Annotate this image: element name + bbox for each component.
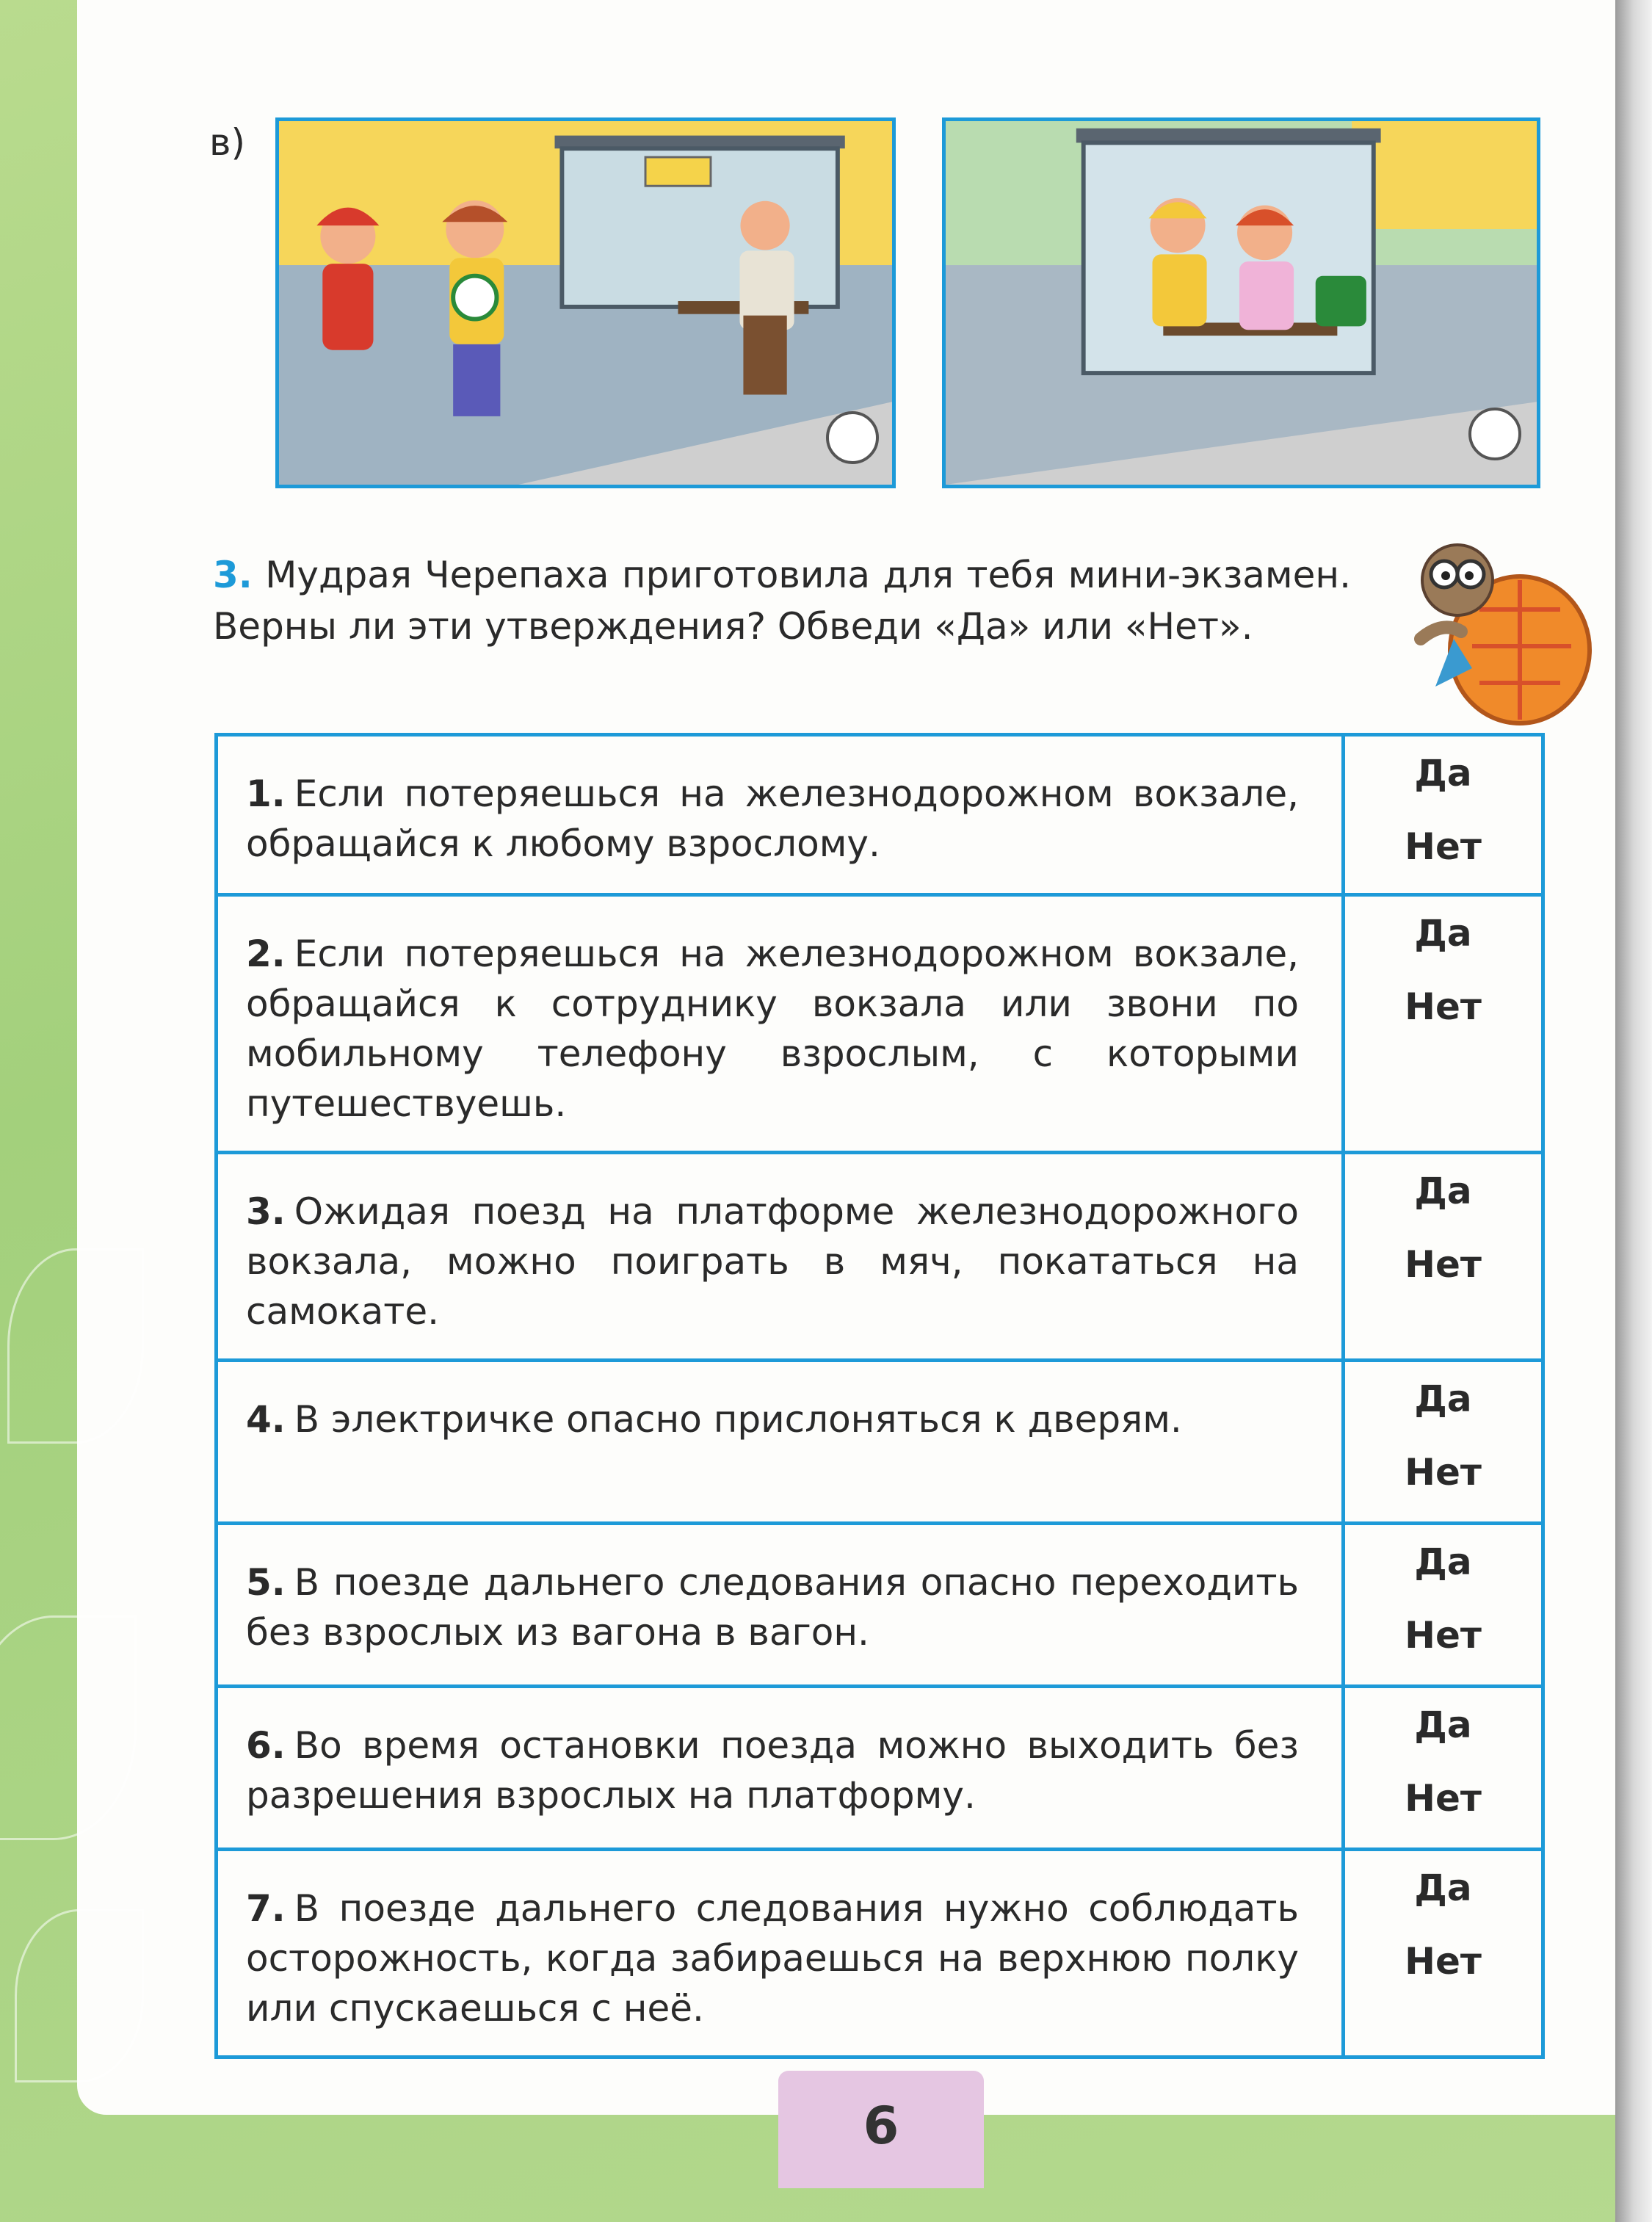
statement-text: Если потеряешься на железнодорожном вокзале, обращайся к сотруднику вокзала или звони по мобильному телефону взрослым, с которыми путешествуешь. xyxy=(246,933,1299,1125)
answer-cell xyxy=(1344,1361,1543,1524)
statement-number: 6. xyxy=(246,1724,286,1767)
statement-cell xyxy=(217,1361,1344,1524)
answer-cell xyxy=(1344,1153,1543,1361)
statement-number: 4. xyxy=(246,1398,286,1441)
statement-text: В поезде дальнего следования нужно соблюдать осторожность, когда забираешься на верхнюю полку или спускаешься с неё. xyxy=(246,1887,1299,2030)
answer-circle-left[interactable] xyxy=(826,411,879,464)
answer-no[interactable]: Нет xyxy=(1405,1614,1482,1657)
statement-number: 2. xyxy=(246,933,286,975)
page-binding-edge xyxy=(1615,0,1652,2222)
illustration-bus-stop-girls xyxy=(942,117,1540,488)
table-row xyxy=(217,735,1543,895)
statement-cell xyxy=(217,735,1344,895)
answer-no[interactable]: Нет xyxy=(1405,1777,1482,1820)
statement-text: В электричке опасно прислоняться к дверям. xyxy=(294,1398,1182,1441)
table-row xyxy=(217,1153,1543,1361)
statement-cell xyxy=(217,1153,1344,1361)
answer-yes[interactable]: Да xyxy=(1414,1867,1472,1909)
statement-cell xyxy=(217,1850,1344,2058)
answer-cell xyxy=(1344,1850,1543,2058)
statement-cell xyxy=(217,895,1344,1153)
table-row xyxy=(217,1687,1543,1850)
statement-number: 7. xyxy=(246,1887,286,1930)
answer-yes[interactable]: Да xyxy=(1414,1170,1472,1212)
table-row xyxy=(217,1850,1543,2058)
answer-yes[interactable]: Да xyxy=(1414,1378,1472,1420)
section-label: в) xyxy=(209,121,245,164)
statement-text: Если потеряешься на железнодорожном вокзале, обращайся к любому взрослому. xyxy=(246,772,1299,865)
table-row xyxy=(217,1361,1543,1524)
wise-turtle-illustration xyxy=(1391,529,1597,734)
answer-yes[interactable]: Да xyxy=(1414,1541,1472,1583)
statement-text: Во время остановки поезда можно выходить без разрешения взрослых на платформу. xyxy=(246,1724,1299,1817)
table-row xyxy=(217,895,1543,1153)
quiz-table xyxy=(214,733,1545,2059)
answer-no[interactable]: Нет xyxy=(1405,825,1482,868)
page-number: 6 xyxy=(778,2071,984,2188)
statement-number: 3. xyxy=(246,1190,286,1233)
answer-cell xyxy=(1344,1524,1543,1687)
illustration-bus-stop-ball xyxy=(275,117,896,488)
answer-no[interactable]: Нет xyxy=(1405,1451,1482,1494)
statement-number: 1. xyxy=(246,772,286,815)
answer-circle-right[interactable] xyxy=(1468,408,1521,460)
statement-number: 5. xyxy=(246,1561,286,1604)
task-number: 3. xyxy=(213,554,253,596)
statement-cell xyxy=(217,1687,1344,1850)
statement-text: Ожидая поезд на платформе железнодорожного вокзала, можно поиграть в мяч, покататься на самокате. xyxy=(246,1190,1299,1333)
decor-leaf xyxy=(15,1909,144,2082)
answer-yes[interactable]: Да xyxy=(1414,1704,1472,1746)
task-3-instruction xyxy=(213,549,1351,652)
answer-cell xyxy=(1344,1687,1543,1850)
answer-yes[interactable]: Да xyxy=(1414,752,1472,795)
answer-no[interactable]: Нет xyxy=(1405,985,1482,1028)
table-row xyxy=(217,1524,1543,1687)
answer-yes[interactable]: Да xyxy=(1414,912,1472,955)
answer-cell xyxy=(1344,895,1543,1153)
answer-cell xyxy=(1344,735,1543,895)
statement-text: В поезде дальнего следования опасно переходить без взрослых из вагона в вагон. xyxy=(246,1561,1299,1654)
statement-cell xyxy=(217,1524,1344,1687)
decor-leaf xyxy=(7,1248,144,1444)
answer-no[interactable]: Нет xyxy=(1405,1243,1482,1286)
task-text: Мудрая Черепаха приготовила для тебя мини-экзамен. Верны ли эти утверждения? Обведи «Да» или «Нет». xyxy=(213,554,1351,648)
answer-no[interactable]: Нет xyxy=(1405,1940,1482,1983)
